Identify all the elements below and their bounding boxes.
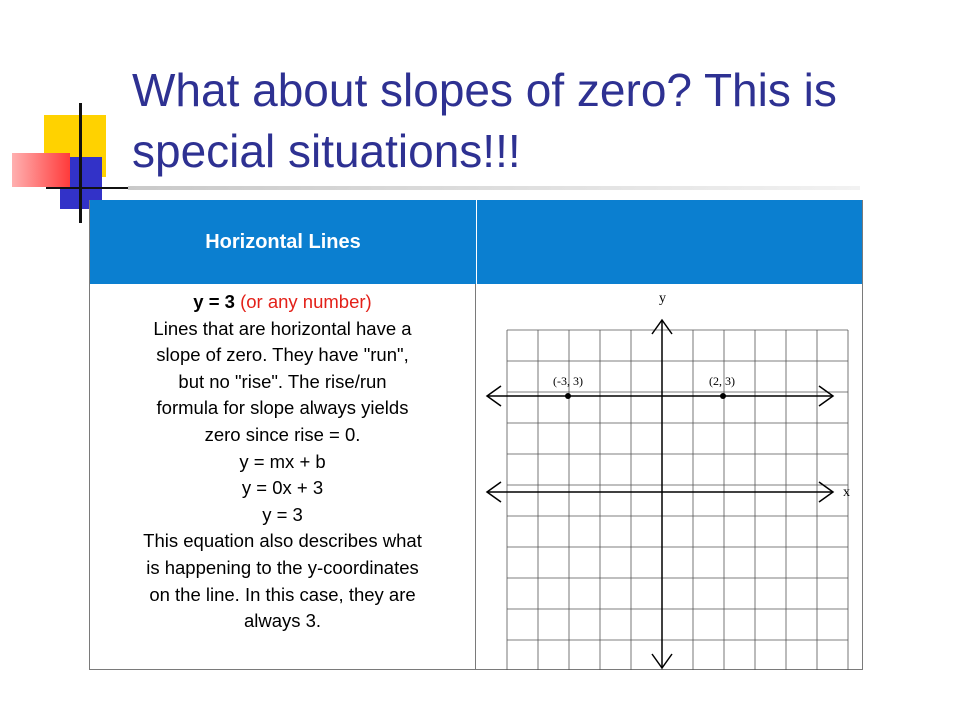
- x-axis-label: x: [843, 485, 850, 500]
- logo-vertical-line: [79, 103, 82, 223]
- body-line: but no "rise". The rise/run: [178, 370, 387, 392]
- y-axis: [652, 320, 672, 668]
- body-line: formula for slope always yields: [156, 397, 409, 419]
- body-line: y = mx + b: [239, 450, 326, 472]
- title-underline: [128, 186, 860, 190]
- body-line: y = 0x + 3: [241, 477, 324, 499]
- point2-label: (2, 3): [709, 374, 735, 388]
- body-line: on the line. In this case, they are: [149, 583, 416, 605]
- logo-horizontal-line: [46, 187, 128, 189]
- logo-red-square: [12, 153, 70, 187]
- coordinate-graph: [481, 286, 863, 670]
- point-neg3-3: [565, 393, 571, 399]
- equation-note: (or any number): [234, 291, 372, 312]
- body-line: zero since rise = 0.: [204, 423, 361, 445]
- slide-title-line-2: special situations!!!: [132, 125, 521, 177]
- point1-label: (-3, 3): [553, 374, 583, 388]
- body-line: Lines that are horizontal have a: [153, 317, 412, 339]
- horizontal-line-y-3: [487, 386, 833, 406]
- equation-bold: y = 3: [193, 291, 235, 312]
- table-header-right: [477, 200, 862, 284]
- body-line: slope of zero. They have "run",: [156, 344, 409, 366]
- equation-line: [90, 289, 475, 316]
- point-2-3: [720, 393, 726, 399]
- y-axis-label: y: [659, 291, 666, 306]
- body-line: is happening to the y-coordinates: [146, 556, 419, 578]
- body-line: y = 3: [262, 503, 303, 525]
- slide-title-line-1: What about slopes of zero? This is: [132, 64, 837, 116]
- table-header-left: [90, 200, 477, 284]
- body-line: always 3.: [243, 610, 322, 632]
- explanation-cell: [90, 284, 476, 669]
- header-label-horizontal-lines: Horizontal Lines: [205, 230, 361, 253]
- slide-title: [132, 60, 932, 182]
- body-line: This equation also describes what: [143, 530, 422, 552]
